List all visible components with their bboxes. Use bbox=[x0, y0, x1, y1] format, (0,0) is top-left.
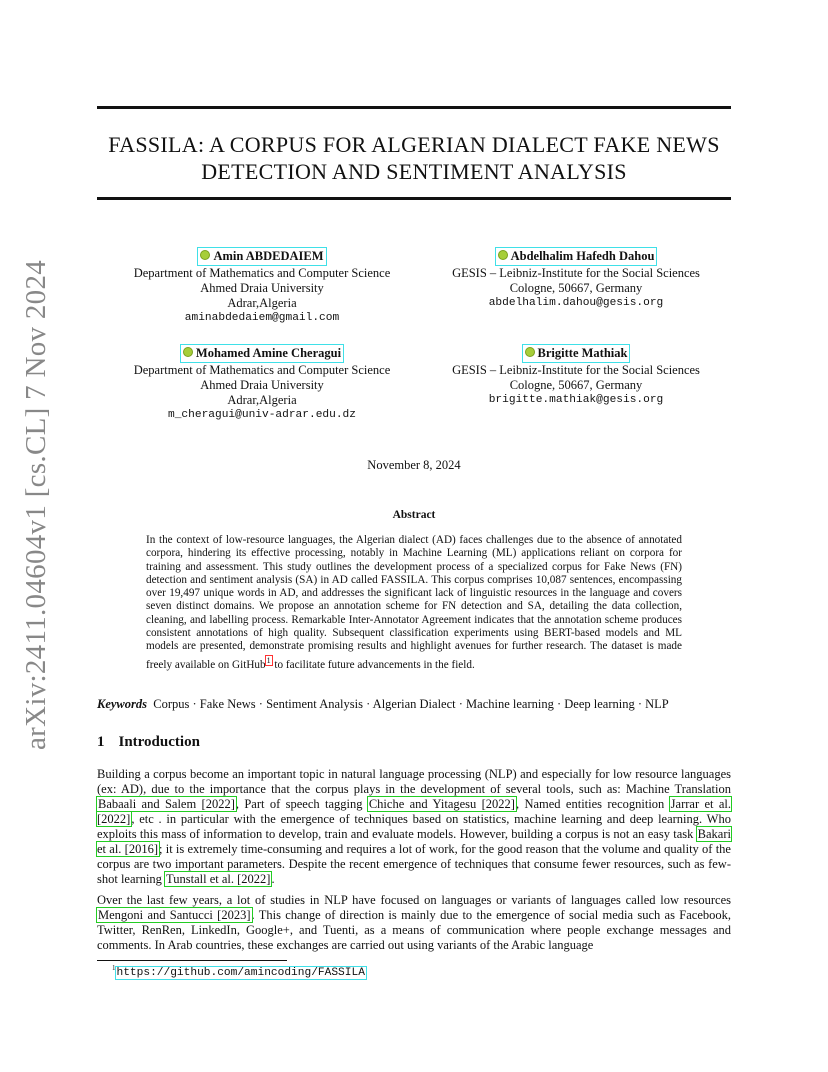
author-block-4 bbox=[426, 344, 726, 408]
author-name-link[interactable]: Abdelhalim Hafedh Dahou bbox=[495, 247, 658, 266]
arxiv-identifier: arXiv:2411.04604v1 [cs.CL] 7 Nov 2024 bbox=[20, 259, 52, 750]
section-heading-introduction: 1 Introduction bbox=[97, 734, 200, 750]
paragraph-2: Over the last few years, a lot of studies in NLP have focused on languages or variants of languages called low resources Mengoni and Santucci [2023]. This change of direction is mainly due to the emergence of social media such as Facebook, Twitter, RenRen, LinkedIn, Google+, and Tuenti, as a means of communication where people exchange messages and comments. In Arab countries, these exchanges are carried out using variants of the Arabic language bbox=[97, 893, 731, 952]
orcid-icon[interactable] bbox=[183, 347, 193, 357]
citation-link[interactable]: Jarrar et al. [2022] bbox=[97, 797, 732, 826]
orcid-icon[interactable] bbox=[200, 250, 210, 260]
author-block-1 bbox=[112, 247, 412, 326]
author-affiliation: GESIS – Leibniz-Institute for the Social Sciences bbox=[452, 363, 700, 377]
author-affiliation: Department of Mathematics and Computer Science bbox=[133, 363, 391, 377]
footnote-url-link[interactable]: https://github.com/amincoding/FASSILA bbox=[116, 966, 365, 979]
author-name-link[interactable]: Brigitte Mathiak bbox=[522, 344, 631, 363]
author-name-link[interactable]: Amin ABDEDAIEM bbox=[197, 247, 326, 266]
author-email: abdelhalim.dahou@gesis.org bbox=[488, 297, 664, 309]
citation-link[interactable]: Bakari et al. [2016] bbox=[97, 827, 731, 856]
author-block-3 bbox=[112, 344, 412, 423]
footnote-link[interactable]: 1 bbox=[266, 655, 271, 665]
paper-title-line-1: FASSILA: A CORPUS FOR ALGERIAN DIALECT FAKE NEWS bbox=[108, 132, 720, 157]
author-email: aminabdedaiem@gmail.com bbox=[184, 312, 340, 324]
author-institution: Ahmed Draia University bbox=[200, 281, 324, 295]
author-name-link[interactable]: Mohamed Amine Cheragui bbox=[180, 344, 344, 363]
footnote-rule bbox=[97, 960, 287, 961]
citation-link[interactable]: Mengoni and Santucci [2023] bbox=[98, 908, 251, 922]
citation-link[interactable]: Babaali and Salem [2022] bbox=[98, 797, 235, 811]
keywords-label: Keywords bbox=[97, 697, 147, 711]
title-bottom-rule bbox=[97, 197, 731, 200]
orcid-icon[interactable] bbox=[525, 347, 535, 357]
publication-date: November 8, 2024 bbox=[367, 458, 461, 472]
abstract-text: In the context of low-resource languages, the Algerian dialect (AD) faces challenges due to the absence of annotated corpora, hindering its effective processing, notably in Machine Learning (ML) applications reliant on corpora for training and assessment. This study outlines the development process of a specialized corpus for Fake News (FN) detection and sentiment analysis (SA) in AD called FASSILA. This corpus comprises 10,087 sentences, encompassing over 19,497 unique words in AD, and addresses the significant lack of linguistic resources in the language and covers seven distinct domains. We propose an annotation scheme for FN detection and SA, detailing the data collection, cleaning, and labelling process. Remarkable Inter-Annotator Agreement indicates that the annotation scheme produces consistent annotations of high quality. Subsequent classification experiments using BERT-based models and ML models are presented, demonstrate promising results and highlight avenues for further research. The dataset is made freely available on GitHub$^1$ to facilitate future advancements in the field. bbox=[146, 534, 682, 671]
citation-link[interactable]: Tunstall et al. [2022] bbox=[166, 872, 271, 886]
author-institution: Ahmed Draia University bbox=[200, 378, 324, 392]
keywords bbox=[97, 697, 737, 712]
footnote: $^1$https://github.com/amincoding/FASSILA bbox=[112, 964, 365, 979]
citation-link[interactable]: Chiche and Yitagesu [2022] bbox=[368, 797, 515, 811]
author-affiliation: Department of Mathematics and Computer Science bbox=[133, 266, 391, 280]
author-location: Adrar,Algeria bbox=[227, 296, 297, 310]
author-institution: Cologne, 50667, Germany bbox=[509, 378, 643, 392]
author-block-2 bbox=[426, 247, 726, 311]
author-location: Adrar,Algeria bbox=[227, 393, 297, 407]
paragraph-1: Building a corpus become an important topic in natural language processing (NLP) and especially for low resource languages (ex: AD), due to the importance that the corpus plays in the development of several tools, such as: Machine Translation Babaali and Salem [2022], Part of speech tagging Chiche and Yitagesu [2022], Named entities recognition Jarrar et al. [2022], etc . in particular with the emergence of techniques based on statistics, machine learning and deep learning. Who exploits this mass of information to develop, train and evaluate models. However, building a corpus is not an easy task Bakari et al. [2016]; it is extremely time-consuming and requires a lot of work, for the good reason that the volume and quality of the corpus are two important parameters. Despite the recent emergence of techniques that consume fewer resources, such as few-shot learning Tunstall et al. [2022]. bbox=[97, 767, 732, 886]
abstract-heading: Abstract bbox=[392, 509, 436, 521]
author-email: brigitte.mathiak@gesis.org bbox=[488, 394, 664, 406]
title-top-rule bbox=[97, 106, 731, 109]
author-institution: Cologne, 50667, Germany bbox=[509, 281, 643, 295]
author-affiliation: GESIS – Leibniz-Institute for the Social Sciences bbox=[452, 266, 700, 280]
keywords-list: Corpus · Fake News · Sentiment Analysis · Algerian Dialect · Machine learning · Deep learning · NLP bbox=[153, 697, 669, 711]
paper-title-line-2: DETECTION AND SENTIMENT ANALYSIS bbox=[201, 159, 627, 184]
author-email: m_cheragui@univ-adrar.edu.dz bbox=[168, 409, 356, 421]
orcid-icon[interactable] bbox=[498, 250, 508, 260]
